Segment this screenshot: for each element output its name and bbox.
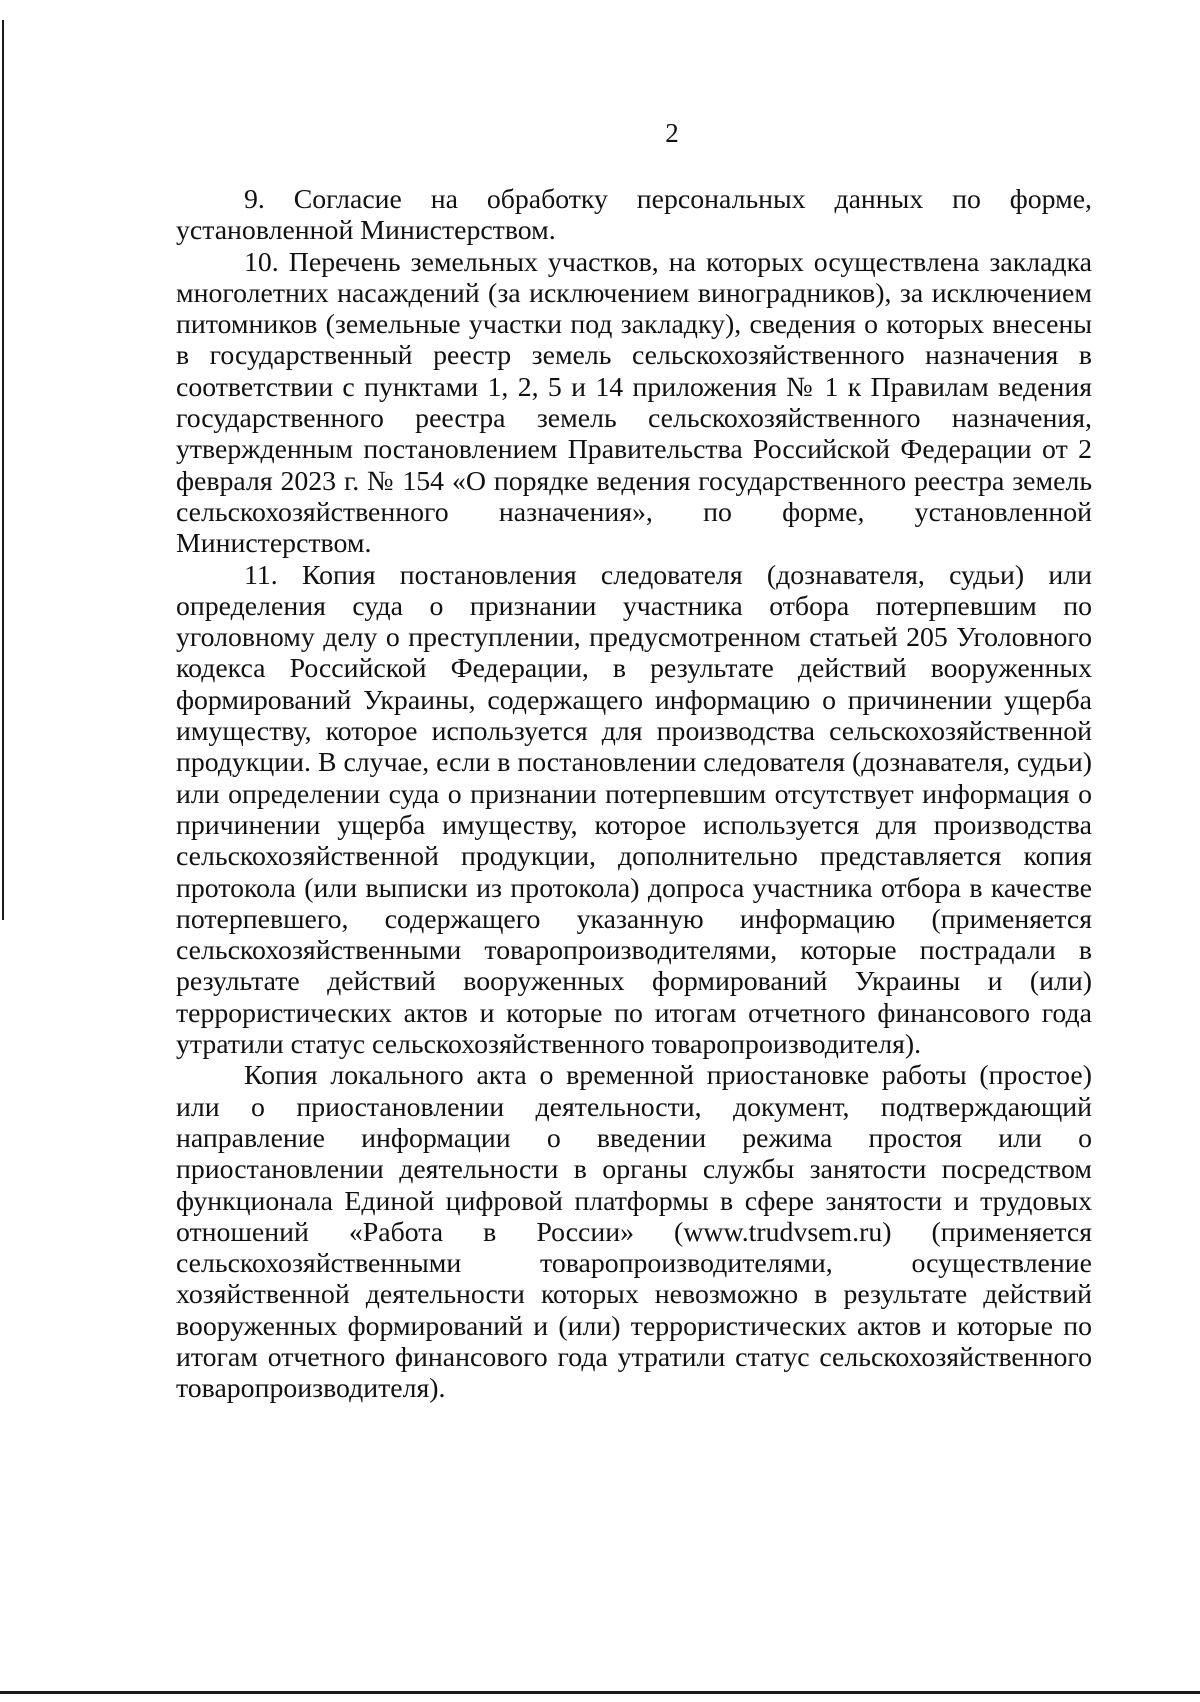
paragraph-local-act-copy: Копия локального акта о временной приостановке работы (простое) или о приостановлении деятельности, документ, подтверждающий направление информации о введении режима простоя или о приостановлении деятельности в органы службы занятости посредством функционала Единой цифровой платформы в сфере занятости и трудовых отношений «Работа в России» (www.trudvsem.ru) (применяется сельскохозяйственными товаропроизводителями, осуществление хозяйственной деятельности которых невозможно в результате действий вооруженных формирований и (или) террористических актов и которые по итогам отчетного финансового года утратили статус сельскохозяйственного товаропроизводителя). (176, 1060, 1092, 1405)
document-body (176, 184, 1092, 1405)
paragraph-item-9: 9. Согласие на обработку персональных данных по форме, установленной Министерством. (176, 184, 1092, 247)
scan-edge-left (2, 20, 4, 920)
paragraph-item-10: 10. Перечень земельных участков, на которых осуществлена закладка многолетних насаждений (за исключением виноградников), за исключением питомников (земельные участки под закладку), сведения о которых внесены в государственный реестр земель сельскохозяйственного назначения в соответствии с пунктами 1, 2, 5 и 14 приложения № 1 к Правилам ведения государственного реестра земель сельскохозяйственного назначения, утвержденным постановлением Правительства Российской Федерации от 2 февраля 2023 г. № 154 «О порядке ведения государственного реестра земель сельскохозяйственного назначения», по форме, установленной Министерством. (176, 246, 1092, 560)
page-number: 2 (665, 118, 679, 148)
paragraph-item-11: 11. Копия постановления следователя (дознавателя, судьи) или определения суда о признании участника отбора потерпевшим по уголовному делу о преступлении, предусмотренном статьей 205 Уголовного кодекса Российской Федерации, в результате действий вооруженных формирований Украины, содержащего информацию о причинении ущерба имуществу, которое используется для производства сельскохозяйственной продукции. В случае, если в постановлении следователя (дознавателя, судьи) или определении суда о признании потерпевшим отсутствует информация о причинении ущерба имуществу, которое используется для производства сельскохозяйственной продукции, дополнительно представляется копия протокола (или выписки из протокола) допроса участника отбора в качестве потерпевшего, содержащего указанную информацию (применяется сельскохозяйственными товаропроизводителями, которые пострадали в результате действий вооруженных формирований Украины и (или) террористических актов и которые по итогам отчетного финансового года утратили статус сельскохозяйственного товаропроизводителя). (176, 559, 1092, 1061)
scan-edge-bottom (0, 1691, 1200, 1694)
